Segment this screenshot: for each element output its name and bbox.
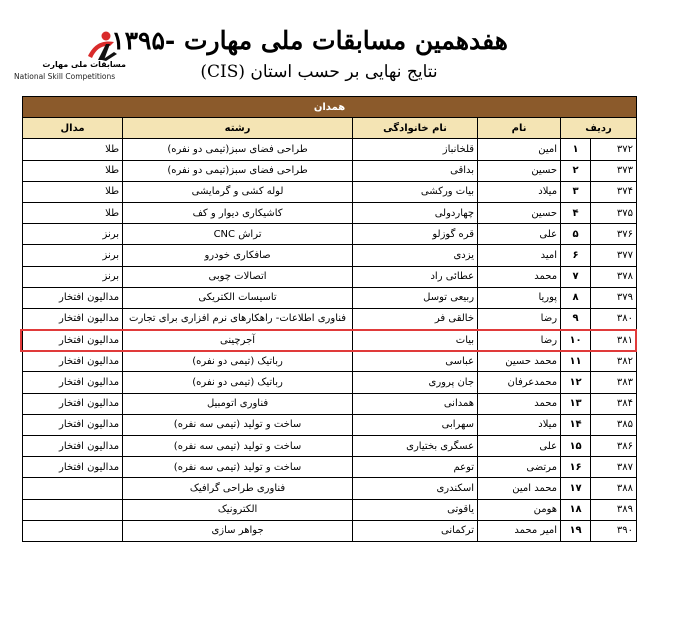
cell-field: ساخت و تولید (تیمی سه نفره): [123, 436, 353, 457]
page-title: هفدهمین مسابقات ملی مهارت -۱۳۹۵: [111, 26, 508, 55]
cell-first-name: امید: [478, 245, 561, 266]
cell-rank: ۱۲: [561, 372, 591, 393]
cell-code: ۳۷۹: [591, 287, 637, 308]
cell-field: صافکاری خودرو: [123, 245, 353, 266]
cell-field: اتصالات چوبی: [123, 266, 353, 287]
table-row: [23, 139, 637, 160]
logo-text-fa: مسابقات ملی مهارت: [42, 60, 126, 69]
cell-first-name: محمدعرفان: [478, 372, 561, 393]
cell-last-name: بیات ورکشی: [353, 181, 478, 202]
cell-code: ۳۷۲: [591, 139, 637, 160]
cell-medal: مدالیون افتخار: [23, 308, 123, 329]
table-row: [23, 266, 637, 287]
cell-first-name: علی: [478, 436, 561, 457]
table-row: [23, 499, 637, 520]
cell-last-name: عباسی: [353, 351, 478, 372]
cell-first-name: محمد امین: [478, 478, 561, 499]
cell-last-name: بیات: [353, 330, 478, 351]
cell-last-name: عسگری بختیاری: [353, 436, 478, 457]
table-row: [23, 372, 637, 393]
cell-last-name: خالقی فر: [353, 308, 478, 329]
cell-medal: برنز: [23, 266, 123, 287]
column-header-last-name: نام خانوادگی: [353, 118, 478, 139]
cell-code: ۳۸۹: [591, 499, 637, 520]
cell-rank: ۲: [561, 160, 591, 181]
cell-code: ۳۷۳: [591, 160, 637, 181]
column-header-field: رشته: [123, 118, 353, 139]
cell-rank: ۴: [561, 202, 591, 223]
logo-text-en: National Skill Competitions: [14, 72, 116, 81]
cell-rank: ۱۴: [561, 414, 591, 435]
cell-rank: ۱۶: [561, 457, 591, 478]
cell-medal: مدالیون افتخار: [23, 287, 123, 308]
cell-field: جواهر سازی: [123, 520, 353, 541]
province-row: [23, 97, 637, 118]
page-subtitle: نتایج نهایی بر حسب استان (CIS): [200, 62, 438, 82]
cell-medal: مدالیون افتخار: [23, 351, 123, 372]
cell-first-name: میلاد: [478, 414, 561, 435]
cell-code: ۳۷۴: [591, 181, 637, 202]
cell-first-name: هومن: [478, 499, 561, 520]
table-row: [23, 160, 637, 181]
table-row: [23, 414, 637, 435]
cell-rank: ۳: [561, 181, 591, 202]
table-row: [23, 287, 637, 308]
cell-last-name: جان پروری: [353, 372, 478, 393]
cell-first-name: حسین: [478, 202, 561, 223]
cell-first-name: محمد: [478, 393, 561, 414]
cell-rank: ۱۰: [561, 330, 591, 351]
cell-last-name: همدانی: [353, 393, 478, 414]
cell-field: فناوری اطلاعات- راهکارهای نرم افزاری برای تجارت: [123, 308, 353, 329]
cell-last-name: بداقی: [353, 160, 478, 181]
cell-medal: [23, 499, 123, 520]
cell-medal: طلا: [23, 139, 123, 160]
cell-first-name: حسین: [478, 160, 561, 181]
cell-field: آجرچینی: [123, 330, 353, 351]
table-row: [23, 393, 637, 414]
cell-first-name: محمد: [478, 266, 561, 287]
table-row: [23, 457, 637, 478]
cell-field: تراش CNC: [123, 224, 353, 245]
cell-last-name: اسکندری: [353, 478, 478, 499]
cell-medal: برنز: [23, 245, 123, 266]
cell-field: کاشیکاری دیوار و کف: [123, 202, 353, 223]
cell-code: ۳۸۶: [591, 436, 637, 457]
cell-last-name: یاقوتی: [353, 499, 478, 520]
cell-rank: ۷: [561, 266, 591, 287]
cell-medal: طلا: [23, 160, 123, 181]
cell-code: ۳۷۷: [591, 245, 637, 266]
cell-code: ۳۸۱: [591, 330, 637, 351]
cell-medal: مدالیون افتخار: [23, 393, 123, 414]
table-row: [23, 520, 637, 541]
cell-field: رباتیک (تیمی دو نفره): [123, 351, 353, 372]
table-row: [23, 351, 637, 372]
province-name: همدان: [23, 97, 637, 118]
cell-first-name: میلاد: [478, 181, 561, 202]
table-row: [23, 245, 637, 266]
cell-code: ۳۸۴: [591, 393, 637, 414]
cell-first-name: امیر محمد: [478, 520, 561, 541]
cell-code: ۳۸۷: [591, 457, 637, 478]
column-header-code: ردیف: [561, 118, 637, 139]
cell-rank: ۱: [561, 139, 591, 160]
cell-code: ۳۷۵: [591, 202, 637, 223]
table-row: [23, 308, 637, 329]
cell-code: ۳۸۳: [591, 372, 637, 393]
column-header-row: [23, 118, 637, 139]
cell-last-name: ترکمانی: [353, 520, 478, 541]
cell-first-name: مرتضی: [478, 457, 561, 478]
cell-rank: ۱۱: [561, 351, 591, 372]
cell-rank: ۱۵: [561, 436, 591, 457]
cell-rank: ۶: [561, 245, 591, 266]
table-row: [23, 436, 637, 457]
column-header-medal: مدال: [23, 118, 123, 139]
cell-medal: طلا: [23, 181, 123, 202]
cell-last-name: قلخانباز: [353, 139, 478, 160]
cell-last-name: قره گوزلو: [353, 224, 478, 245]
cell-field: تاسیسات الکتریکی: [123, 287, 353, 308]
cell-field: ساخت و تولید (تیمی سه نفره): [123, 414, 353, 435]
cell-first-name: امین: [478, 139, 561, 160]
cell-code: ۳۸۰: [591, 308, 637, 329]
cell-field: فناوری اتومبیل: [123, 393, 353, 414]
cell-code: ۳۸۲: [591, 351, 637, 372]
cell-medal: مدالیون افتخار: [23, 436, 123, 457]
cell-code: ۳۸۵: [591, 414, 637, 435]
cell-medal: مدالیون افتخار: [23, 457, 123, 478]
table-row: [23, 181, 637, 202]
cell-medal: مدالیون افتخار: [23, 330, 123, 351]
cell-code: ۳۷۸: [591, 266, 637, 287]
cell-last-name: ربیعی توسل: [353, 287, 478, 308]
cell-field: لوله کشی و گرمایشی: [123, 181, 353, 202]
column-header-first-name: نام: [478, 118, 561, 139]
competition-logo: [14, 30, 126, 82]
cell-field: رباتیک (تیمی دو نفره): [123, 372, 353, 393]
cell-rank: ۱۹: [561, 520, 591, 541]
cell-field: فناوری طراحی گرافیک: [123, 478, 353, 499]
cell-field: الکترونیک: [123, 499, 353, 520]
cell-rank: ۹: [561, 308, 591, 329]
cell-first-name: محمد حسین: [478, 351, 561, 372]
cell-first-name: پوریا: [478, 287, 561, 308]
cell-first-name: رضا: [478, 330, 561, 351]
table-row: [23, 478, 637, 499]
table-row: [23, 224, 637, 245]
cell-code: ۳۸۸: [591, 478, 637, 499]
cell-field: طراحی فضای سبز(تیمی دو نفره): [123, 139, 353, 160]
cell-code: ۳۹۰: [591, 520, 637, 541]
cell-rank: ۸: [561, 287, 591, 308]
table-row: [23, 202, 637, 223]
results-table: [22, 96, 637, 542]
cell-rank: ۱۳: [561, 393, 591, 414]
cell-rank: ۵: [561, 224, 591, 245]
cell-medal: [23, 520, 123, 541]
cell-field: طراحی فضای سبز(تیمی دو نفره): [123, 160, 353, 181]
cell-last-name: سهرابی: [353, 414, 478, 435]
cell-field: ساخت و تولید (تیمی سه نفره): [123, 457, 353, 478]
cell-rank: ۱۸: [561, 499, 591, 520]
cell-medal: برنز: [23, 224, 123, 245]
cell-last-name: توعم: [353, 457, 478, 478]
cell-last-name: عطائی راد: [353, 266, 478, 287]
cell-last-name: چهاردولی: [353, 202, 478, 223]
cell-medal: مدالیون افتخار: [23, 414, 123, 435]
cell-rank: ۱۷: [561, 478, 591, 499]
cell-medal: مدالیون افتخار: [23, 372, 123, 393]
cell-last-name: یزدی: [353, 245, 478, 266]
cell-first-name: رضا: [478, 308, 561, 329]
cell-first-name: علی: [478, 224, 561, 245]
cell-code: ۳۷۶: [591, 224, 637, 245]
cell-medal: طلا: [23, 202, 123, 223]
cell-medal: [23, 478, 123, 499]
table-row: [23, 330, 637, 351]
